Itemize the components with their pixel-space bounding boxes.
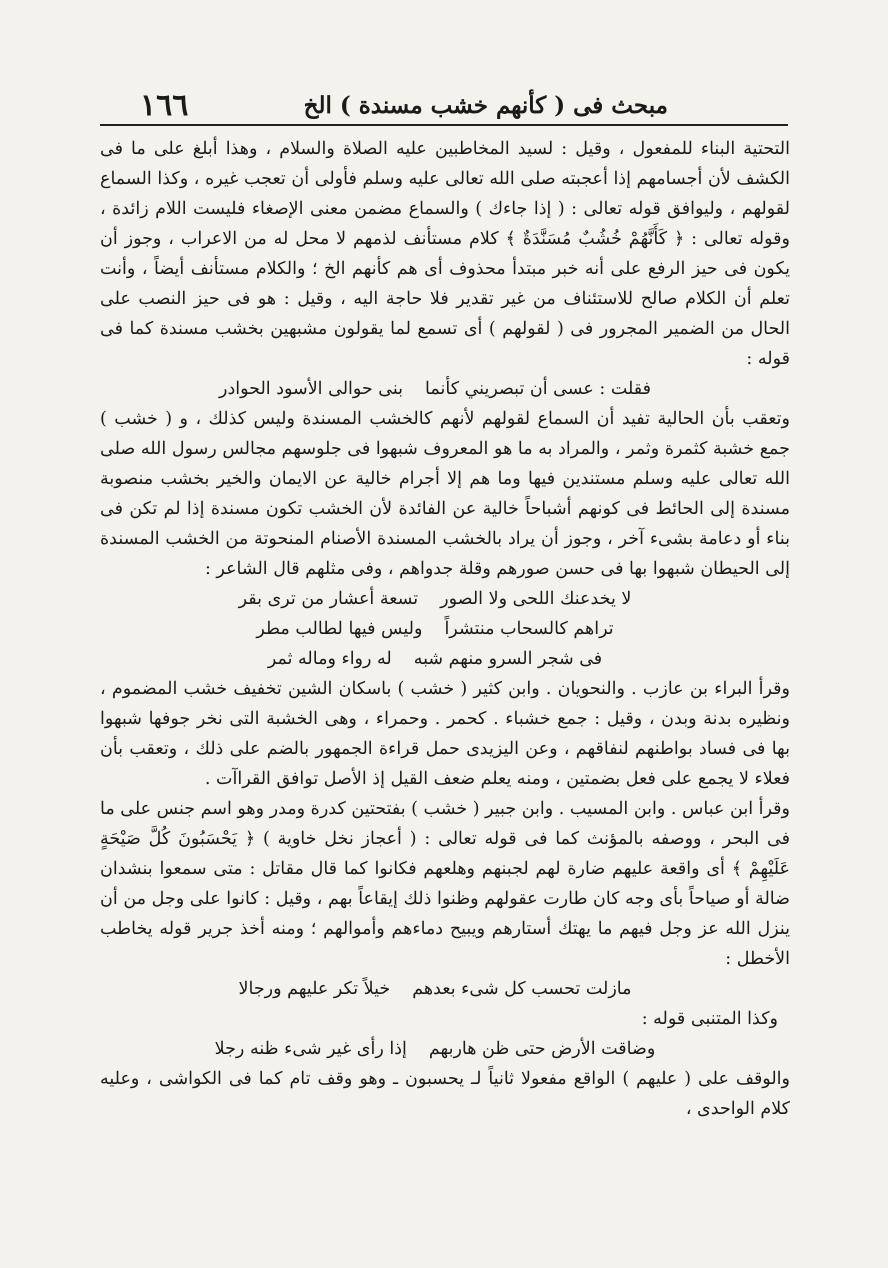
verse-intro: وكذا المتنبى قوله : xyxy=(641,1009,778,1029)
verse-line xyxy=(100,374,790,404)
verse-second-hemistich: وليس فيها لطالب مطر xyxy=(256,619,423,639)
verse-line xyxy=(100,1034,790,1064)
page-body xyxy=(100,134,790,1124)
paragraph: وقرأ ابن عباس . وابن المسيب . وابن جبير ( خشب ) بفتحتين كدرة ومدر وهو اسم جنس على ما فى البحر ، ووصفه بالمؤنث كما فى قوله تعالى : ( أعجاز نخل خاوية ) ﴿ يَحْسَبُونَ كُلَّ صَيْحَةٍ عَلَيْهِمْ ﴾ أى واقعة عليهم ضارة لهم لجبنهم وهلعهم فكانوا كما قال مقاتل : متى سمعوا بنشدان ضالة أو صياحاً بأى وجه كان طارت عقولهم وظنوا ذلك إيقاعاً بهم ، وقيل : كانوا على وجل من أن ينزل الله عز وجل فيهم ما يهتك أستارهم ويبيح دماءهم وأموالهم ؛ ومنه أخذ جرير قوله يخاطب الأخطل : xyxy=(100,799,790,969)
verse-second-hemistich: خيلاً تكر عليهم ورجالا xyxy=(238,979,391,999)
verse-line xyxy=(100,644,790,674)
verse-first-hemistich: فى شجر السرو منهم شبه xyxy=(413,649,603,669)
verse-line xyxy=(100,584,790,614)
header-rule xyxy=(100,124,788,126)
verse-first-hemistich: مازلت تحسب كل شىء بعدهم xyxy=(412,979,632,999)
verse-first-hemistich: تراهم كالسحاب منتشراً xyxy=(444,619,614,639)
verse-second-hemistich: بنى حوالى الأسود الحوادر xyxy=(219,379,404,399)
verse-second-hemistich: تسعة أعشار من ترى بقر xyxy=(238,589,419,609)
page-number: ١٦٦ xyxy=(140,88,189,123)
paragraph: وقرأ البراء بن عازب . والنحويان . وابن كثير ( خشب ) باسكان الشين تخفيف خشب المضموم ، ونظيره بدنة وبدن ، وقيل : جمع خشباء . كحمر . وحمراء ، وهى الخشبة التى نخر جوفها شبهوا بها فى فساد بواطنهم لنفاقهم ، وعن اليزيدى حمل قراءة الجمهور بالضم على ذلك ، وتعقب بأن فعلاء لا يجمع على فعل بضمتين ، ومنه يعلم ضعف القيل إذ الأصل توافق القراآت . xyxy=(100,679,790,789)
verse-first-hemistich: لا يخدعنك اللحى ولا الصور xyxy=(440,589,632,609)
paragraph: والوقف على ( عليهم ) الواقع مفعولا ثانياً لـ يحسبون ـ وهو وقف تام كما فى الكواشى ، وعليه كلام الواحدى ، xyxy=(100,1069,790,1119)
verse-first-hemistich: وضاقت الأرض حتى ظن هاربهم xyxy=(428,1039,656,1059)
paragraph: التحتية البناء للمفعول ، وقيل : لسيد المخاطبين عليه الصلاة والسلام ، وهذا أبلغ على ما فى الكشف لأن أجسامهم إذا أعجبته صلى الله تعالى عليه وسلم فأولى أن تعجب غيره ، وكذا السماع لقولهم ، وليوافق قوله تعالى : ( إذا جاءك ) والسماع مضمن معنى الإصغاء فليست اللام زائدة ، وقوله تعالى : ﴿ كَأَنَّهُمْ خُشُبٌ مُسَنَّدَةٌ ﴾ كلام مستأنف لذمهم لا محل له من الاعراب ، وجوز أن يكون فى حيز الرفع على أنه خبر مبتدأ محذوف أى هم كأنهم الخ ؛ والكلام مستأنف أيضاً ، وأنت تعلم أن الكلام صالح للاستئناف من غير تقدير فلا حاجة اليه ، وقيل : هو فى حيز النصب على الحال من الضمير المجرور فى ( لقولهم ) أى تسمع لما يقولون مشبهين بخشب مسندة كما فى قوله : xyxy=(100,139,790,369)
verse-first-hemistich: فقلت : عسى أن تبصريني كأنما xyxy=(425,379,652,399)
running-title: مبحث فى ( كأنهم خشب مسندة ) الخ xyxy=(303,92,668,119)
paragraph: وتعقب بأن الحالية تفيد أن السماع لقولهم لأنهم كالخشب المسندة وليس كذلك ، و ( خشب ) جمع خشبة كثمرة وثمر ، والمراد به ما هو المعروف شبهوا فى جلوسهم مجالس رسول الله صلى الله تعالى عليه وسلم مستندين فيها وما هم إلا أجرام خالية عن الايمان والخير بخشب منصوبة مسندة إلى الحائط فى كونهم أشباحاً خالية عن الفائدة لأن الخشب تكون مسندة إذا لم تكن فى بناء أو دعامة بشىء آخر ، وجوز أن يراد بالخشب المسندة الأصنام المنحوتة من الخشب المسندة إلى الحيطان شبهوا بها فى حسن صورهم وقلة جدواهم ، وفى مثلهم قال الشاعر : xyxy=(100,409,790,579)
verse-second-hemistich: إذا رأى غير شىء ظنه رجلا xyxy=(214,1039,407,1059)
verse-line xyxy=(100,974,790,1004)
verse-line xyxy=(100,614,790,644)
page-header xyxy=(100,82,788,122)
verse-second-hemistich: له رواء وماله ثمر xyxy=(267,649,392,669)
